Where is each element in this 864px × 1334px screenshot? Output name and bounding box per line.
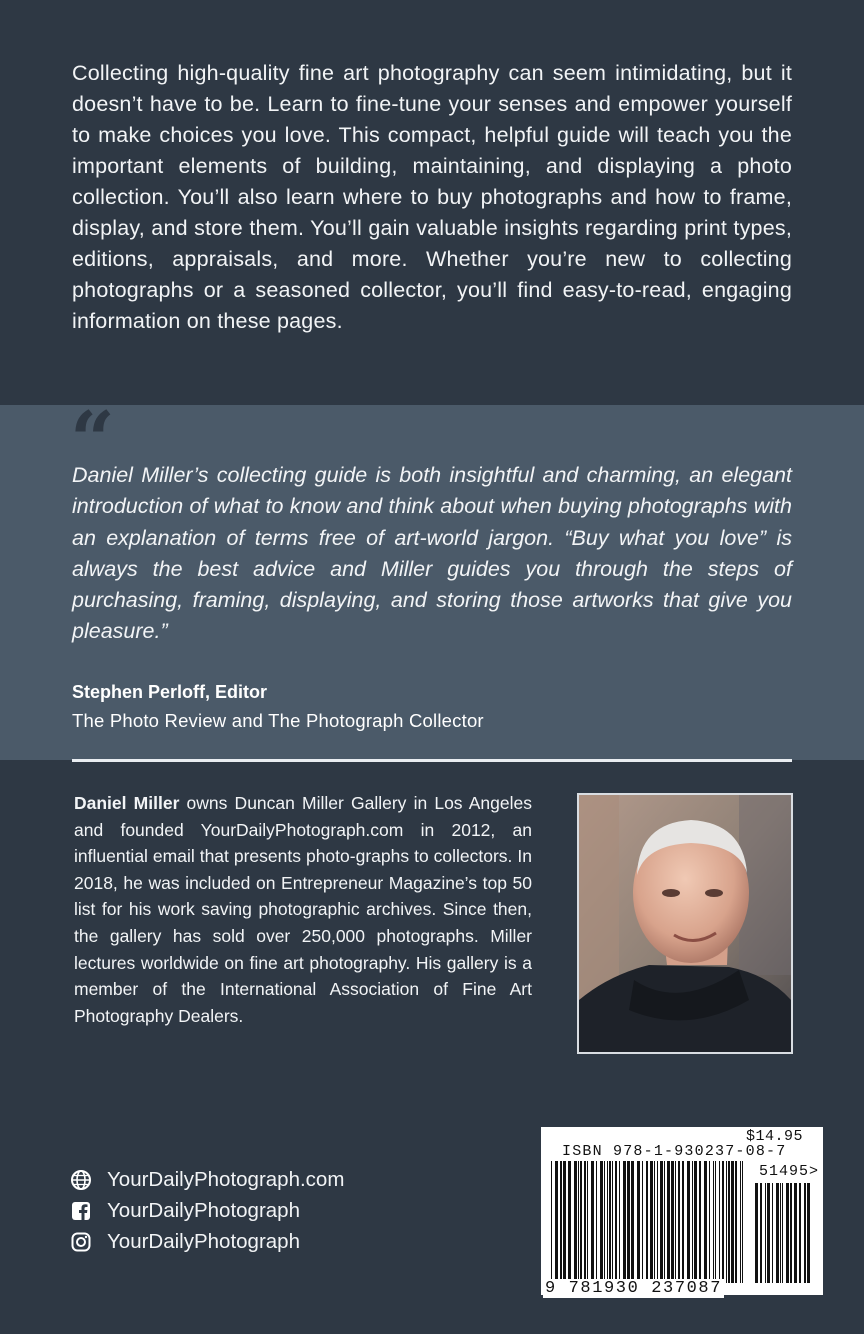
website-link[interactable] [70, 1164, 344, 1195]
globe-icon [70, 1169, 92, 1191]
social-links [70, 1164, 344, 1257]
price-addon-code: 51495> [758, 1163, 819, 1180]
testimonial-publication: The Photo Review and The Photograph Collector [72, 710, 484, 731]
isbn-barcode [541, 1127, 823, 1298]
instagram-link[interactable] [70, 1226, 344, 1257]
author-name: Daniel Miller [74, 793, 180, 813]
ean-digits: 9 781930 237087 [545, 1279, 723, 1298]
facebook-label: YourDailyPhotograph [107, 1198, 300, 1222]
testimonial-text: Daniel Miller’s collecting guide is both insightful and charming, an elegant introduction of what to know and think about when buying photographs with an explanation of terms free of art-world jargon. “Buy what you love” is always the best advice and Miller guides you through the steps of purchasing, framing, displaying, and storing those artworks that give you pleasure.” [72, 463, 792, 644]
instagram-icon [70, 1231, 92, 1253]
quote-mark: “ [70, 395, 115, 486]
isbn-label: ISBN 978-1-930237-08-7 [562, 1143, 787, 1160]
instagram-label: YourDailyPhotograph [107, 1229, 300, 1253]
facebook-link[interactable] [70, 1195, 344, 1226]
back-cover-blurb: Collecting high-quality fine art photography can seem intimidating, but it doesn’t have to be. Learn to fine-tune your senses and empower yourself to make choices you love. This compact, helpful guide will teach you the important elements of building, maintaining, and displaying a photo collection. You’ll also learn where to buy photographs and how to frame, display, and store them. You’ll gain valuable insights regarding print types, editions, appraisals, and more. Whether you’re new to collecting photographs or a seasoned collector, you’ll find easy-to-read, engaging information on these pages. [72, 61, 792, 333]
author-bio [74, 790, 532, 1029]
author-bio-text: owns Duncan Miller Gallery in Los Angeles and founded YourDailyPhotograph.com in 2012, an influential email that presents photo-graphs to collectors. In 2018, he was included on Entrepreneur Magazine’s top 50 list for his work saving photographic archives. Since then, the gallery has sold over 250,000 photographs. Miller lectures worldwide on fine art photography. His gallery is a member of the International Association of Fine Art Photography Dealers. [74, 793, 532, 1026]
website-label: YourDailyPhotograph.com [107, 1167, 345, 1191]
price-label: $14.95 [745, 1128, 803, 1145]
facebook-icon [70, 1200, 92, 1222]
author-photo [577, 793, 793, 1054]
divider [72, 759, 792, 762]
barcode-bars [549, 1161, 817, 1289]
testimonial-author: Stephen Perloff, Editor [72, 682, 268, 702]
